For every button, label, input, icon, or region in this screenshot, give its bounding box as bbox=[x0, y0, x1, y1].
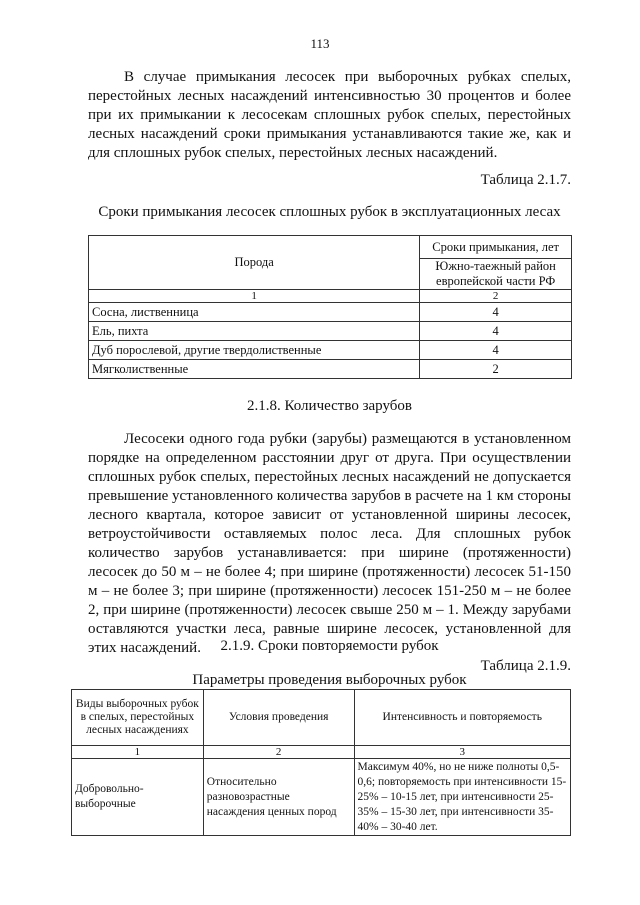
species-cell: Дуб порослевой, другие твердолиственные bbox=[89, 341, 420, 360]
selective-cutting-parameters-table bbox=[71, 689, 571, 836]
species-cell: Мягколиственные bbox=[89, 360, 420, 379]
table-row bbox=[89, 303, 572, 322]
header-species: Порода bbox=[89, 236, 420, 290]
table-row bbox=[89, 341, 572, 360]
years-cell: 2 bbox=[420, 360, 572, 379]
header-intensity: Интенсивность и повторяемость bbox=[354, 690, 570, 746]
table-row bbox=[89, 322, 572, 341]
header-adjacency-years: Сроки примыкания, лет bbox=[420, 236, 572, 259]
table-2-1-7-label: Таблица 2.1.7. bbox=[480, 172, 571, 188]
column-number: 1 bbox=[72, 746, 204, 759]
cutting-type-cell: Добровольно-выборочные bbox=[72, 759, 204, 836]
header-cutting-type: Виды выборочных рубок в спелых, перестойных лесных насаждениях bbox=[72, 690, 204, 746]
header-conditions: Условия проведения bbox=[203, 690, 354, 746]
paragraph-selective-adjacency: В случае примыкания лесосек при выборочных рубках спелых, перестойных лесных насаждений интенсивностью 30 процентов и более при их примыкании к лесосекам сплошных рубок спелых, перестойных лесных насаждений сроки примыкания устанавливаются такие же, как и для сплошных рубок спелых, перестойных лесных насаждений. bbox=[88, 69, 571, 161]
paragraph-cut-count: Лесосеки одного года рубки (зарубы) размещаются в установленном порядке на определенном расстоянии друг от друга. При осуществлении сплошных рубок спелых, перестойных лесных насаждений не допускается превышение установленного количества зарубов в расчете на 1 км стороны лесного квартала, которое зависит от установленной ширины лесосек, ветроустойчивости оставляемых полос леса. Для сплошных рубок количество зарубов устанавливается: при ширине (протяженности) лесосек до 50 м – не более 4; при ширине (протяженности) лесосек 51-150 м – не более 3; при ширине (протяженности) лесосек 151-250 м – не более 2, при ширине (протяженности) лесосек свыше 250 м – 1. Между зарубами оставляются участки леса, равные ширине лесосек, установленной для этих насаждений. bbox=[88, 431, 571, 656]
years-cell: 4 bbox=[420, 303, 572, 322]
years-cell: 4 bbox=[420, 341, 572, 360]
intensity-cell: Максимум 40%, но не ниже полноты 0,5-0,6; повторяемость при интенсивности 15-25% – 10-15 лет, при интенсивности 25-35% – 15-30 лет, при интенсивности 35-40% – 30-40 лет. bbox=[354, 759, 570, 836]
years-cell: 4 bbox=[420, 322, 572, 341]
page-number: 113 bbox=[310, 36, 330, 51]
section-2-1-9-heading: 2.1.9. Сроки повторяемости рубок bbox=[220, 638, 439, 654]
header-region: Южно-таежный район европейской части РФ bbox=[420, 259, 572, 290]
species-cell: Сосна, лиственница bbox=[89, 303, 420, 322]
column-number: 2 bbox=[203, 746, 354, 759]
table-2-1-7-title: Сроки примыкания лесосек сплошных рубок в эксплуатационных лесах bbox=[98, 204, 561, 220]
table-2-1-9-title: Параметры проведения выборочных рубок bbox=[192, 672, 467, 688]
column-number: 2 bbox=[420, 290, 572, 303]
column-number: 3 bbox=[354, 746, 570, 759]
table-row bbox=[72, 759, 571, 836]
species-cell: Ель, пихта bbox=[89, 322, 420, 341]
column-number: 1 bbox=[89, 290, 420, 303]
table-row bbox=[89, 360, 572, 379]
adjacency-terms-table bbox=[88, 235, 572, 379]
table-2-1-9-label: Таблица 2.1.9. bbox=[480, 658, 571, 674]
conditions-cell: Относительно разновозрастные насаждения ценных пород bbox=[203, 759, 354, 836]
section-2-1-8-heading: 2.1.8. Количество зарубов bbox=[247, 398, 412, 414]
